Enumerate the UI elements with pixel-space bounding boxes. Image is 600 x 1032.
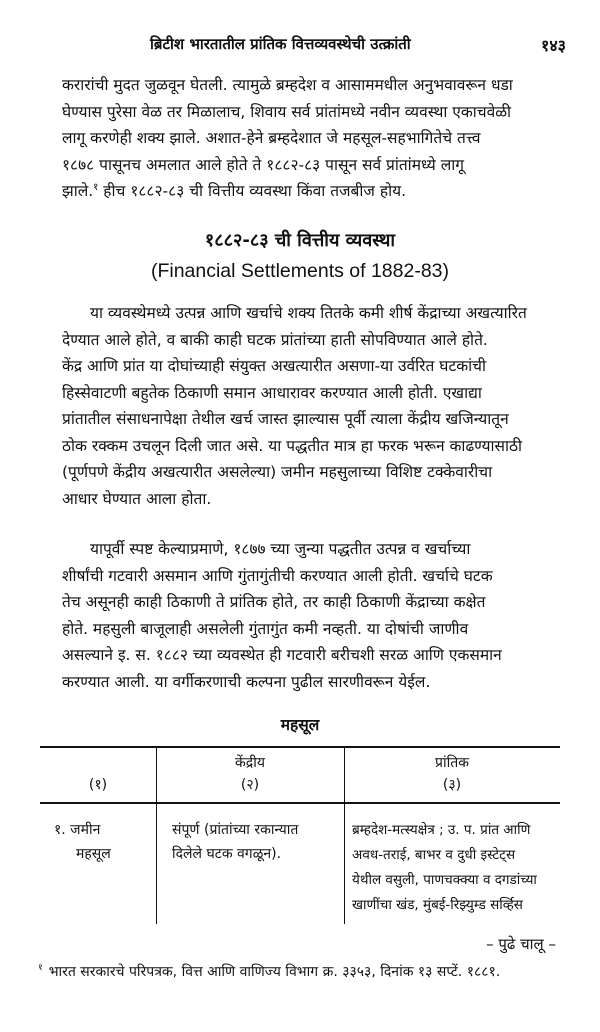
column-header-central: [156, 752, 344, 796]
text-line: हिस्सेवाटणी बहुतेक ठिकाणी समान आधारावर करण्यात आली होती. एखाद्या: [62, 383, 482, 402]
continued-label: – पुढे चालू –: [486, 935, 556, 953]
column-number: (१): [88, 777, 108, 793]
table-cell-central: [172, 818, 342, 866]
cell-line: अवध-तराई, बाभर व दुधी इस्टेट्स: [352, 847, 516, 863]
text-line: ठोक रक्कम उचलून दिली जात असे. या पद्धतीत मात्र हा फरक भरून काढण्यासाठी: [62, 436, 523, 455]
running-title: ब्रिटीश भारतातील प्रांतिक वित्तव्यवस्थेची उत्क्रांती: [150, 35, 411, 53]
cell-line: दिलेले घटक वगळून).: [172, 846, 282, 862]
column-number: (२): [240, 777, 260, 793]
text-line: करण्यात आली. या वर्गीकरणाची कल्पना पुढील सारणीवरून येईल.: [62, 672, 431, 691]
cell-line: १. जमीन: [54, 822, 101, 838]
text-line: या व्यवस्थेमध्ये उत्पन्न आणि खर्चाचे शक्य तितके कमी शीर्ष केंद्राच्या अखत्यारित: [90, 304, 527, 322]
section-heading-english: (Financial Settlements of 1882-83): [150, 260, 450, 282]
text-line: १८७८ पासूनच अमलात आले होते ते १८८२-८३ पासून सर्व प्रांतांमध्ये लागू: [62, 155, 464, 174]
text-line: होते. महसुली बाजूलाही असलेली गुंतागुंत कमी नव्हती. या दोषांची जाणीव: [62, 619, 469, 638]
text-line: करारांची मुदत जुळवून घेतली. त्यामुळे ब्रम्हदेश व आसाममधील अनुभवावरून धडा: [62, 76, 513, 94]
footnote-text: भारत सरकारचे परिपत्रक, वित्त आणि वाणिज्य विभाग क्र. ३३५३, दिनांक १३ सप्टें. १८८१.: [48, 964, 501, 980]
text-line: प्रांतातील संसाधनापेक्षा तेथील खर्च जास्त झाल्यास पूर्वी त्याला केंद्रीय खजिन्यातून: [62, 410, 509, 428]
column-title: केंद्रीय: [235, 755, 265, 771]
page-number: १४३: [541, 36, 566, 55]
cell-line: महसूल: [76, 846, 111, 862]
paragraph-classification: [62, 536, 554, 695]
column-number: (३): [442, 777, 462, 793]
column-header-1: [40, 752, 156, 796]
table-top-rule: [40, 746, 560, 748]
text-fragment: हीच १८८२-८३ ची वित्तीय व्यवस्था किंवा तजबीज होय.: [98, 182, 406, 200]
text-line: देण्यात आले होते, व बाकी काही घटक प्रांतांच्या हाती सोपविण्यात आले होते.: [62, 330, 488, 349]
table-header-rule: [40, 802, 560, 804]
footnote: [38, 962, 568, 981]
text-line: तेच असूनही काही ठिकाणी ते प्रांतिक होते, तर काही ठिकाणी केंद्राच्या कक्षेत: [62, 593, 486, 611]
text-line: केंद्र आणि प्रांत या दोघांच्याही संयुक्त अखत्यारीत असणा-या उर्वरित घटकांची: [62, 357, 487, 375]
cell-line: ब्रम्हदेश-मत्स्यक्षेत्र ; उ. प. प्रांत आणि: [352, 822, 531, 838]
text-line: आधार घेण्यात आला होता.: [62, 489, 212, 508]
text-line: घेण्यास पुरेसा वेळ तर मिळालाच, शिवाय सर्व प्रांतांमध्ये नवीन व्यवस्था एकाचवेळी: [62, 102, 512, 121]
cell-line: येथील वसुली, पाणचक्क्या व दगडांच्या: [352, 872, 537, 888]
text-line: (पूर्णपणे केंद्रीय अखत्यारीत असलेल्या) जमीन महसुलाच्या विशिष्ट टक्केवारीचा: [62, 463, 493, 481]
text-line: [62, 178, 554, 205]
footnote-marker: १: [38, 963, 43, 974]
table-cell-item: [54, 818, 154, 866]
paragraph-financial-arrangement: [62, 300, 554, 512]
section-heading-marathi: १८८२-८३ ची वित्तीय व्यवस्था: [204, 230, 396, 251]
text-line: यापूर्वी स्पष्ट केल्याप्रमाणे, १८७७ च्या जुन्या पद्धतीत उत्पन्न व खर्चाच्या: [90, 540, 471, 558]
text-line: शीर्षांची गटवारी असमान आणि गुंतागुंतीची करण्यात आली होती. खर्चाचे घटक: [62, 566, 493, 585]
text-fragment: झाले.: [62, 182, 94, 200]
text-line: असल्याने इ. स. १८८२ च्या व्यवस्थेत ही गटवारी बरीचशी सरळ आणि एकसमान: [62, 646, 502, 664]
table-cell-provincial: [352, 818, 558, 918]
table-caption: महसूल: [280, 716, 320, 734]
revenue-table: [40, 746, 560, 924]
cell-line: खाणींचा खंड, मुंबई-रिझ्युम्ड सर्व्हिस: [352, 897, 523, 913]
footnote-reference[interactable]: १: [93, 181, 99, 193]
text-line: लागू करणेही शक्य झाले. अशात-हेने ब्रम्हदेशात जे महसूल-सहभागितेचे तत्त्व: [62, 129, 481, 147]
column-title: प्रांतिक: [435, 755, 469, 771]
cell-line: संपूर्ण (प्रांतांच्या रकान्यात: [172, 822, 299, 838]
column-header-provincial: [344, 752, 560, 796]
running-header: [40, 34, 566, 56]
intro-paragraph: [62, 72, 554, 205]
